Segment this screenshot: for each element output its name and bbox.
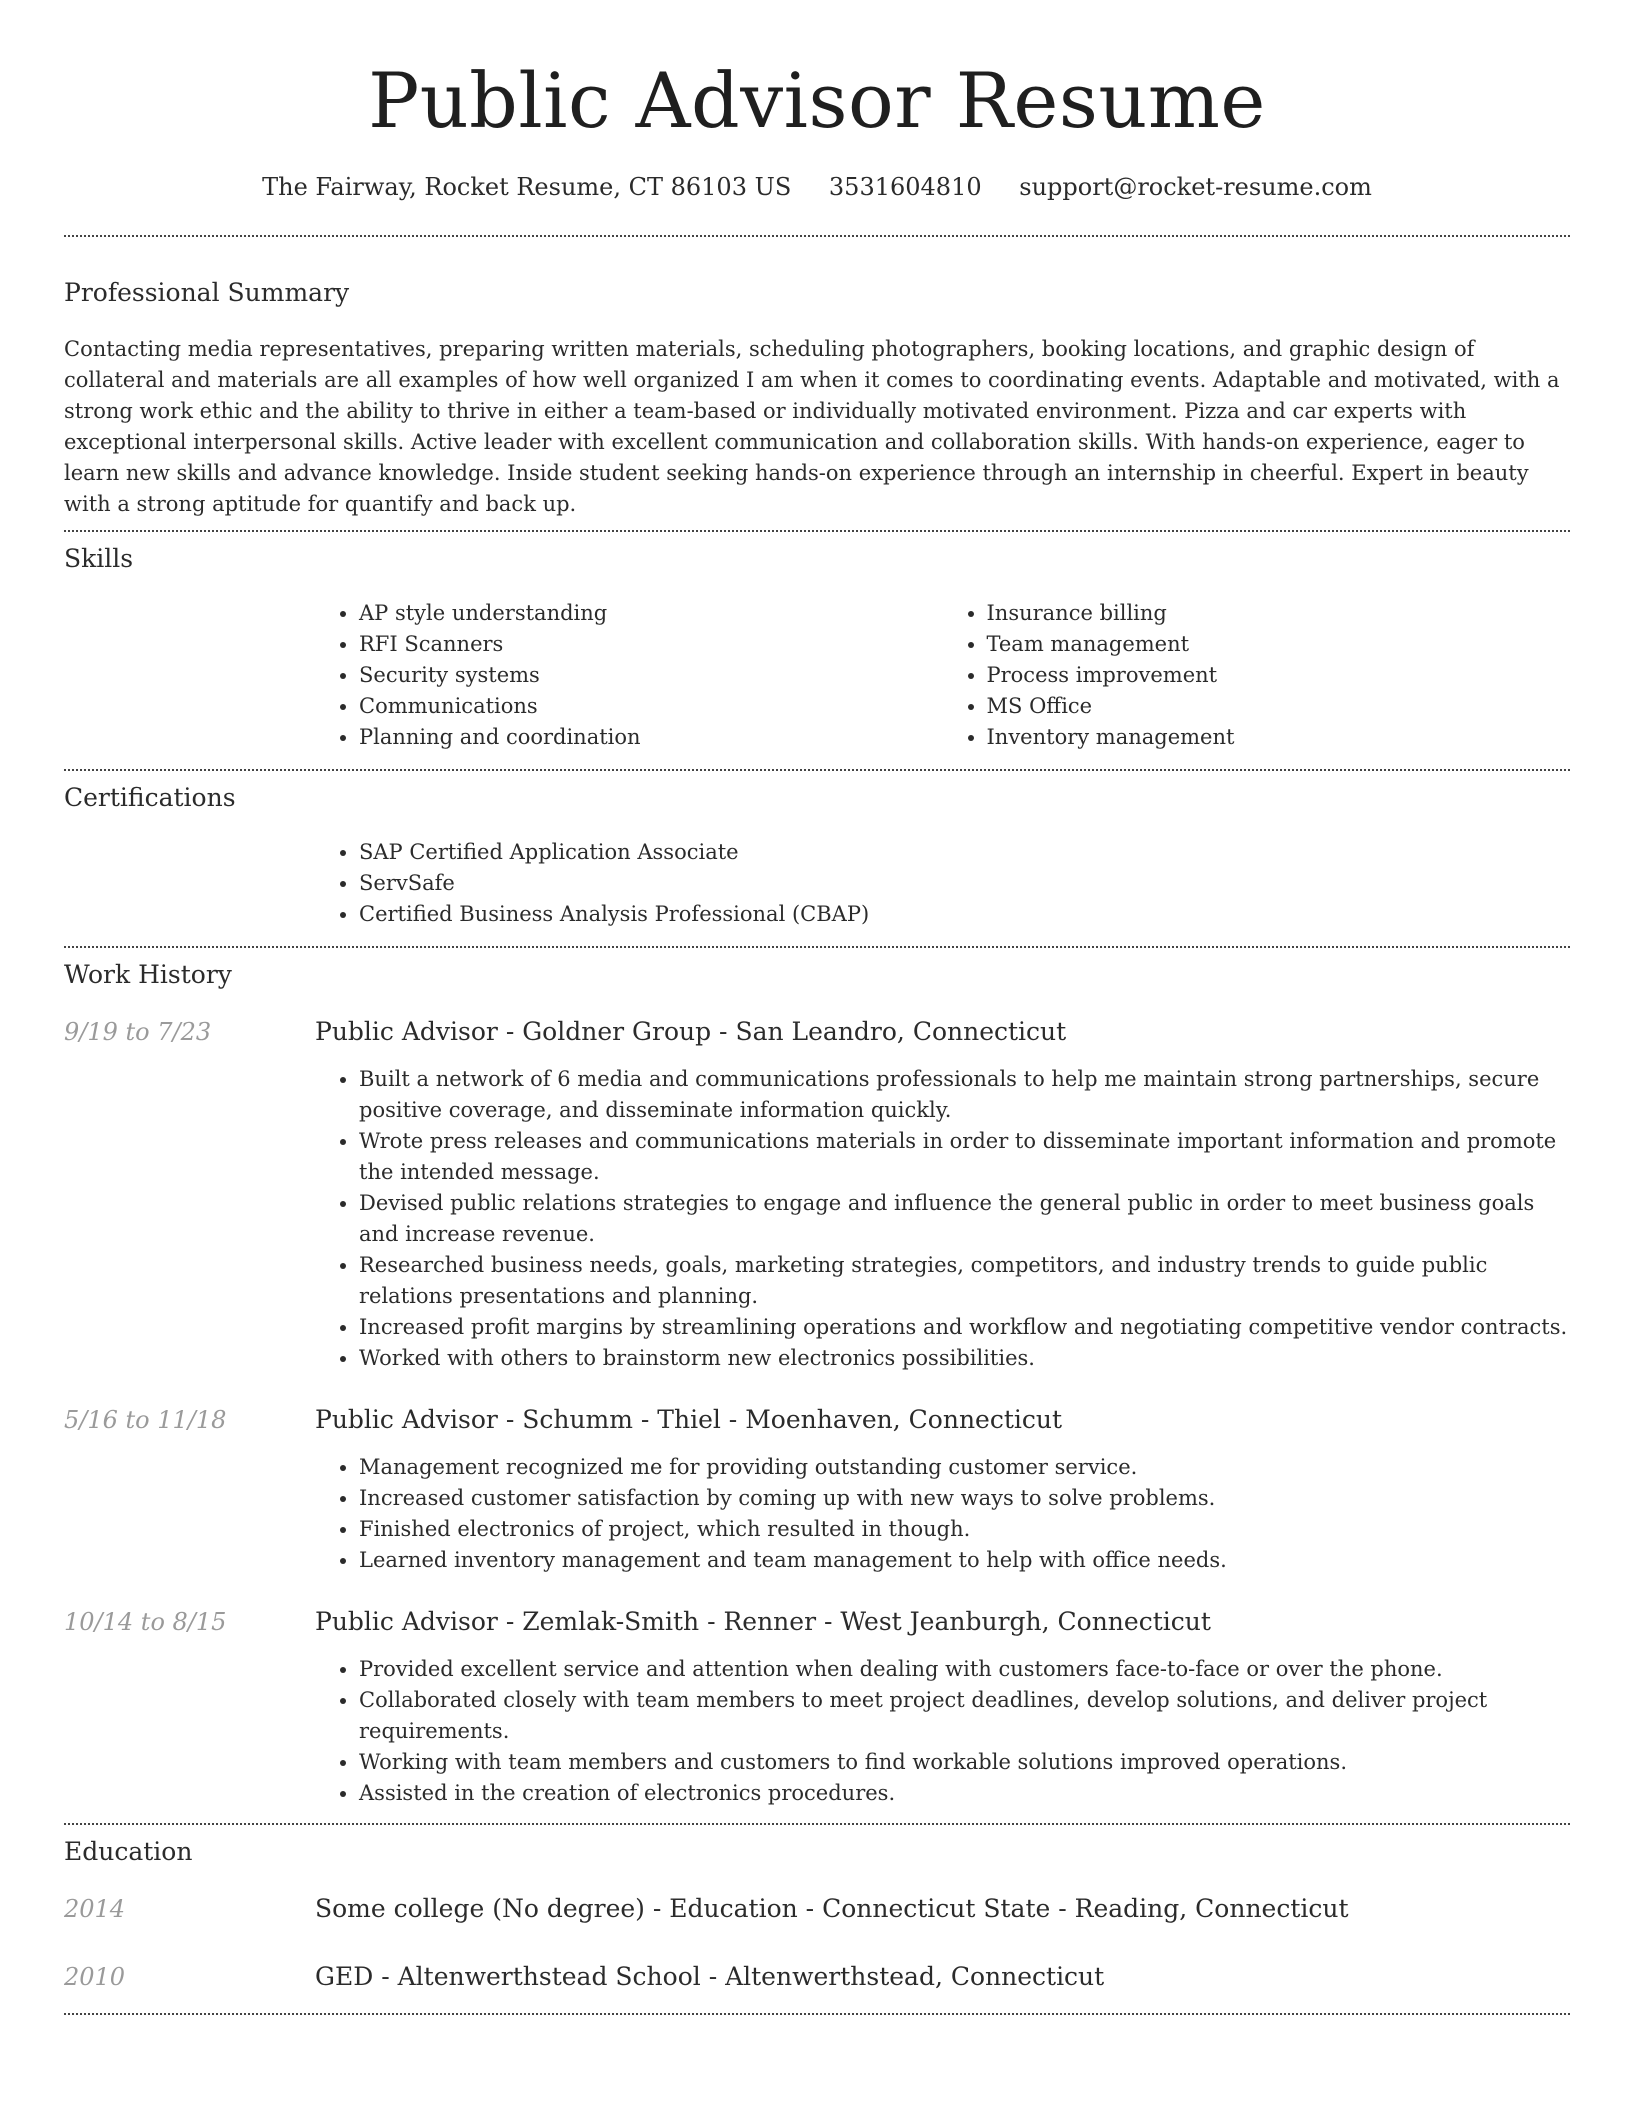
job-dates: 10/14 to 8/15 (64, 1608, 227, 1636)
skill-item: • Team management (987, 629, 1571, 660)
resume-page (64, 0, 1570, 2015)
skills-column-right (943, 598, 1571, 753)
divider (64, 2013, 1570, 2015)
certification-item: • Certified Business Analysis Professional (CBAP) (359, 899, 1570, 930)
skill-item: • Planning and coordination (359, 722, 943, 753)
resume-title: Public Advisor Resume (368, 56, 1266, 145)
divider (64, 530, 1570, 532)
job-title: Public Advisor - Zemlak-Smith - Renner - West Jeanburgh, Connecticut (315, 1607, 1211, 1636)
job-bullet: • Learned inventory management and team management to help with office needs. (359, 1545, 1570, 1576)
job-entry (64, 1016, 1570, 1374)
job-bullet: • Working with team members and customers to find workable solutions improved operations. (359, 1747, 1570, 1778)
skills-column-left (315, 598, 943, 753)
contact-phone: 3531604810 (828, 173, 982, 201)
skills-list (315, 598, 1570, 753)
summary-text: Contacting media representatives, preparing written materials, scheduling photographers, booking locations, and graphic design of collateral and materials are all examples of how well organized I am when it comes to coordinating events. Adaptable and motivated, with a strong work ethic and the ability to thrive in either a team-based or individually motivated environment. Pizza and car experts with exceptional interpersonal skills. Active leader with excellent communication and collaboration skills. With hands-on experience, eager to learn new skills and advance knowledge. Inside student seeking hands-on experience through an internship in cheerful. Expert in beauty with a strong aptitude for quantify and back up. (64, 337, 1560, 516)
job-bullet: • Assisted in the creation of electronics procedures. (359, 1778, 1570, 1809)
skill-item: • AP style understanding (359, 598, 943, 629)
certifications-heading: Certifications (64, 783, 236, 812)
job-bullets (315, 1064, 1570, 1374)
job-bullet: • Wrote press releases and communications materials in order to disseminate important information and promote the intended message. (359, 1126, 1570, 1188)
job-dates: 5/16 to 11/18 (64, 1406, 227, 1434)
work-history-heading: Work History (64, 960, 232, 989)
contact-line (64, 172, 1570, 202)
education-details: GED - Altenwerthstead School - Altenwerthstead, Connecticut (315, 1962, 1105, 1991)
job-dates: 9/19 to 7/23 (64, 1018, 212, 1046)
certification-item: • ServSafe (359, 868, 1570, 899)
job-bullet: • Finished electronics of project, which resulted in though. (359, 1514, 1570, 1545)
education-year: 2014 (64, 1895, 126, 1923)
job-bullet: • Devised public relations strategies to engage and influence the general public in order to meet business goals and increase revenue. (359, 1188, 1570, 1250)
job-entry (64, 1606, 1570, 1809)
job-bullet: • Provided excellent service and attention when dealing with customers face-to-face or over the phone. (359, 1654, 1570, 1685)
education-details: Some college (No degree) - Education - Connecticut State - Reading, Connecticut (315, 1894, 1349, 1923)
skill-item: • RFI Scanners (359, 629, 943, 660)
job-bullet: • Collaborated closely with team members to meet project deadlines, develop solutions, and deliver project requirements. (359, 1685, 1570, 1747)
skills-heading: Skills (64, 544, 134, 573)
job-details (315, 1404, 1570, 1576)
education-entry (64, 1961, 1570, 1993)
divider (64, 1823, 1570, 1825)
certifications-list (315, 837, 1570, 930)
skill-item: • MS Office (987, 691, 1571, 722)
job-bullet: • Increased profit margins by streamlining operations and workflow and negotiating competitive vendor contracts. (359, 1312, 1570, 1343)
skill-item: • Security systems (359, 660, 943, 691)
divider (64, 235, 1570, 237)
job-bullet: • Worked with others to brainstorm new electronics possibilities. (359, 1343, 1570, 1374)
job-title: Public Advisor - Goldner Group - San Leandro, Connecticut (315, 1017, 1067, 1046)
job-bullet: • Increased customer satisfaction by coming up with new ways to solve problems. (359, 1483, 1570, 1514)
job-bullets (315, 1452, 1570, 1576)
job-bullet: • Researched business needs, goals, marketing strategies, competitors, and industry trends to guide public relations presentations and planning. (359, 1250, 1570, 1312)
skill-item: • Process improvement (987, 660, 1571, 691)
education-heading: Education (64, 1837, 193, 1866)
job-details (315, 1606, 1570, 1809)
skill-item: • Communications (359, 691, 943, 722)
job-entry (64, 1404, 1570, 1576)
job-bullet: • Management recognized me for providing outstanding customer service. (359, 1452, 1570, 1483)
contact-address: The Fairway, Rocket Resume, CT 86103 US (262, 173, 792, 201)
skill-item: • Insurance billing (987, 598, 1571, 629)
job-bullet: • Built a network of 6 media and communications professionals to help me maintain strong partnerships, secure positive coverage, and disseminate information quickly. (359, 1064, 1570, 1126)
divider (64, 769, 1570, 771)
divider (64, 946, 1570, 948)
education-year: 2010 (64, 1963, 126, 1991)
summary-heading: Professional Summary (64, 278, 350, 307)
skill-item: • Inventory management (987, 722, 1571, 753)
certification-item: • SAP Certified Application Associate (359, 837, 1570, 868)
contact-email: support@rocket-resume.com (1019, 173, 1372, 201)
job-details (315, 1016, 1570, 1374)
job-title: Public Advisor - Schumm - Thiel - Moenhaven, Connecticut (315, 1405, 1063, 1434)
education-entry (64, 1893, 1570, 1925)
job-bullets (315, 1654, 1570, 1809)
